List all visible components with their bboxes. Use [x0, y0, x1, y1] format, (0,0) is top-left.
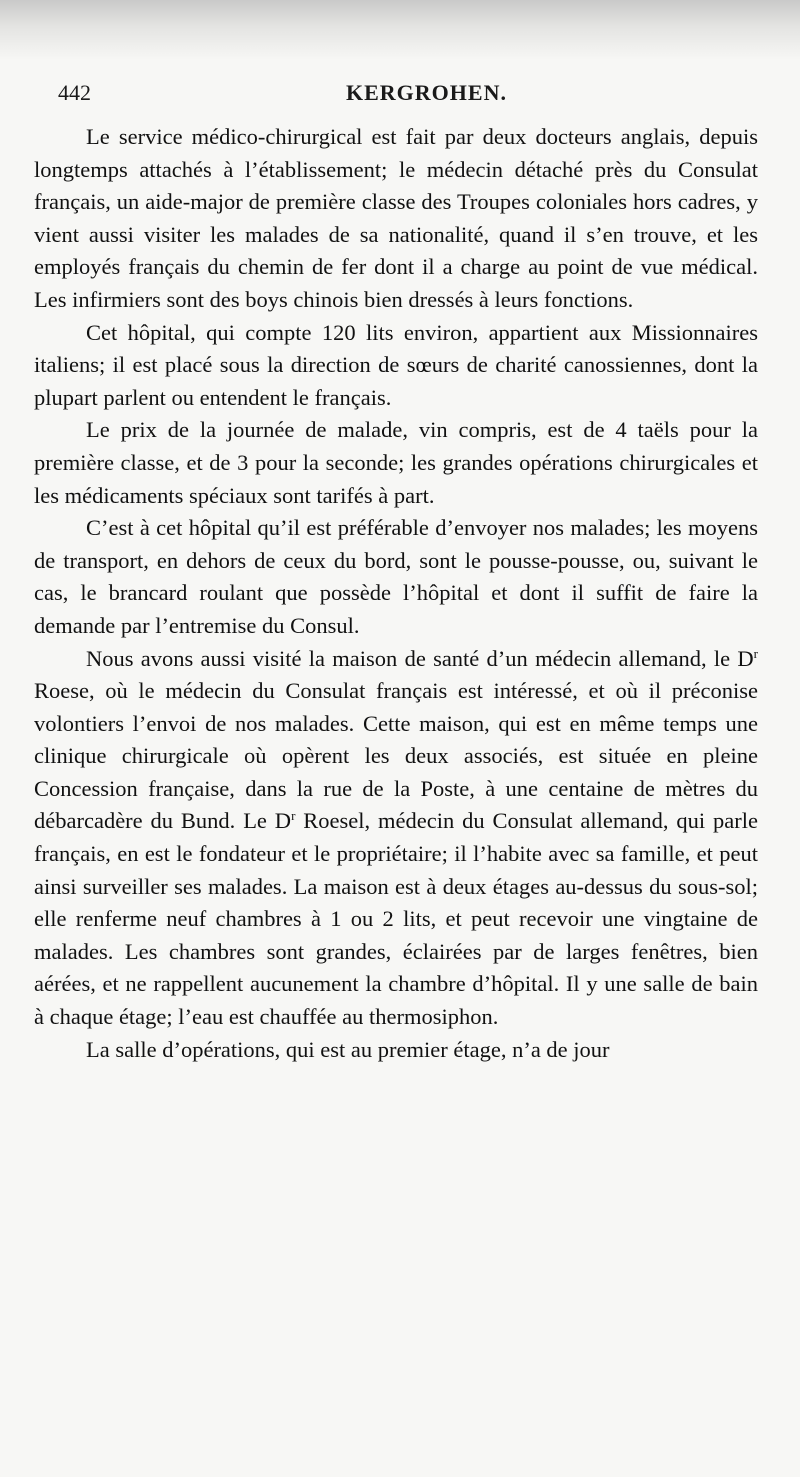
body-text — [34, 121, 758, 1066]
paragraph-daily-price: Le prix de la journée de malade, vin compris, est de 4 taëls pour la première classe, et de 3 pour la seconde; les grandes opérations chirurgicales et les médicaments spéciaux sont tarifés à part. — [34, 417, 758, 508]
superscript-abbrev: r — [753, 645, 758, 661]
paragraph-text-segment: Nous avons aussi visité la maison de santé d’un médecin allemand, le D — [86, 645, 754, 671]
paragraph-text-segment: Roese, où le médecin du Consulat français est intéressé, et où il préconise volontiers l’envoi de nos malades. Cette maison, qui est en même temps une clinique chirurgicale où opèrent les deux associés, est située en pleine Concession française, dans la rue de la Poste, à une centaine de mètres du débarcadère du Bund. Le D — [34, 678, 758, 834]
paragraph-service-medical: Le service médico-chirurgical est fait par deux docteurs anglais, depuis longtemps attachés à l’établissement; le médecin détaché près du Consulat français, un aide-major de première classe des Troupes coloniales hors cadres, y vient aussi visiter les malades de sa nationalité, quand il s’en trouve, et les employés français du chemin de fer dont il a charge au point de vue médical. Les infirmiers sont des boys chinois bien dressés à leurs fonctions. — [34, 124, 758, 312]
paragraph-transport: C’est à cet hôpital qu’il est préférable d’envoyer nos malades; les moyens de transport, en dehors de ceux du bord, sont le pousse-pousse, ou, suivant le cas, le brancard roulant que possède l’hôpital et dont il suffit de faire la demande par l’entremise du Consul. — [34, 515, 758, 638]
paragraph-text-segment: Roesel, médecin du Consulat allemand, qui parle français, en est le fondateur et le propriétaire; il l’habite avec sa famille, et peut ainsi surveiller ses malades. La maison est à deux étages au-dessus du sous-sol; elle renferme neuf chambres à 1 ou 2 lits, et peut recevoir une vingtaine de malades. Les chambres sont grandes, éclairées par de larges fenêtres, bien aérées, et ne rappellent aucunement la chambre d’hôpital. Il y une salle de bain à chaque étage; l’eau est chauffée au thermosiphon. — [34, 808, 758, 1030]
paragraph-hospital-capacity: Cet hôpital, qui compte 120 lits environ, appartient aux Missionnaires italiens; il est placé sous la direction de sœurs de charité canossiennes, dont la plupart parlent ou entendent le français. — [34, 319, 758, 410]
running-head: KERGROHEN. — [346, 80, 507, 105]
superscript-abbrev: r — [291, 808, 296, 824]
paragraph-operating-room: La salle d’opérations, qui est au premier étage, n’a de jour — [86, 1036, 610, 1062]
page-number: 442 — [58, 80, 91, 105]
scan-edge-shadow — [0, 0, 800, 60]
paragraph-maison-de-sante — [34, 643, 758, 1034]
page-header — [58, 80, 738, 110]
